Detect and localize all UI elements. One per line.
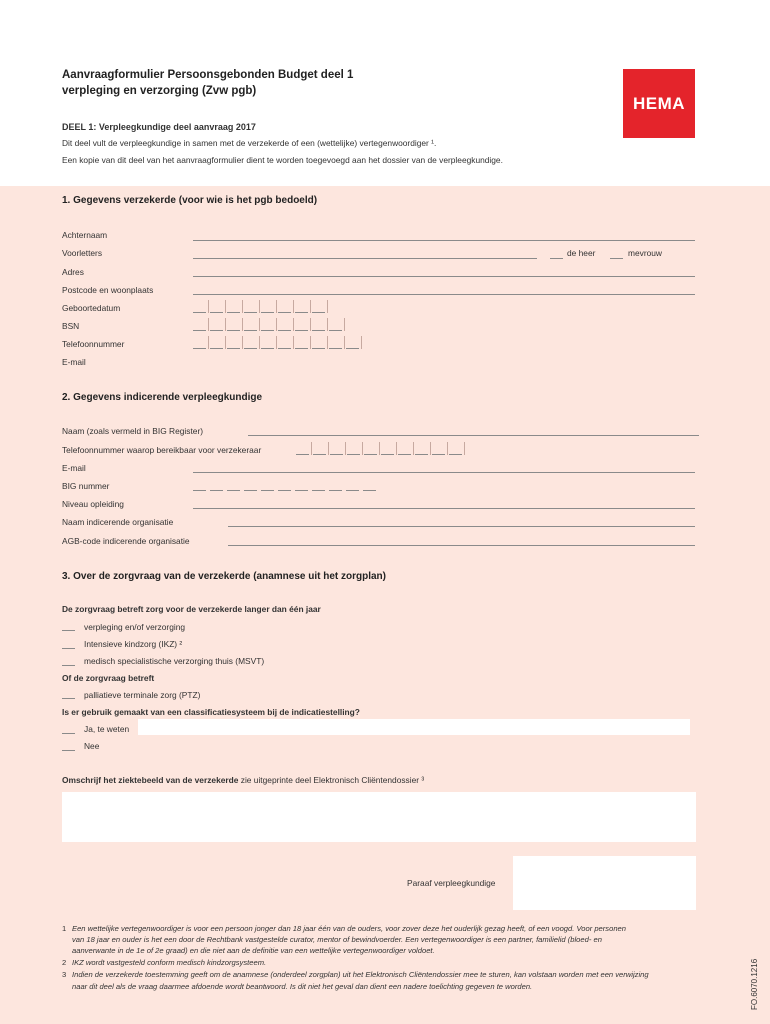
label-mevrouw: mevrouw <box>628 248 662 258</box>
digit-separator <box>225 336 226 349</box>
digit-box[interactable] <box>415 454 428 455</box>
digit-separator <box>327 300 328 313</box>
digit-box[interactable] <box>244 348 257 349</box>
footnote1-line3: aanverwante in de 1e of 2e graad) en die niet aan de definitie van een wettelijke vertegenwoordiger voldoet. <box>72 946 435 955</box>
form-code: FO.6070.1216 <box>750 958 759 1010</box>
digit-box[interactable] <box>295 348 308 349</box>
email-verpl-field[interactable] <box>193 472 695 473</box>
paraaf-signature-box[interactable] <box>513 856 696 910</box>
part-heading: DEEL 1: Verpleegkundige deel aanvraag 2017 <box>62 122 256 132</box>
option-ja: Ja, te weten <box>84 724 130 734</box>
digit-box[interactable] <box>193 348 206 349</box>
digit-box[interactable] <box>329 330 342 331</box>
digit-separator <box>242 336 243 349</box>
question-of-zorgvraag: Of de zorgvraag betreft <box>62 673 155 683</box>
digit-box[interactable] <box>347 454 360 455</box>
digit-separator <box>242 318 243 331</box>
digit-box[interactable] <box>295 490 308 491</box>
digit-separator <box>310 300 311 313</box>
label-big-nummer: BIG nummer <box>62 481 110 491</box>
digit-separator <box>344 336 345 349</box>
digit-separator <box>276 318 277 331</box>
digit-separator <box>361 336 362 349</box>
digit-box[interactable] <box>449 454 462 455</box>
digit-box[interactable] <box>329 490 342 491</box>
digit-box[interactable] <box>261 312 274 313</box>
intro-line2: Een kopie van dit deel van het aanvraagformulier dient te worden toegevoegd aan het dossier van de verpleegkundige. <box>62 155 503 165</box>
digit-box[interactable] <box>210 348 223 349</box>
digit-separator <box>259 300 260 313</box>
classificatie-input[interactable] <box>138 719 690 735</box>
label-telefoon-verpl: Telefoonnummer waarop bereikbaar voor verzekeraar <box>62 445 262 455</box>
label-email-verpl: E-mail <box>62 463 86 473</box>
digit-box[interactable] <box>312 312 325 313</box>
digit-separator <box>208 318 209 331</box>
digit-box[interactable] <box>261 490 274 491</box>
adres-field[interactable] <box>193 276 695 277</box>
digit-separator <box>276 300 277 313</box>
describe-prompt <box>62 775 424 785</box>
footnote2-mark: 2 <box>62 958 67 967</box>
section1-heading: 1. Gegevens verzekerde (voor wie is het pgb bedoeld) <box>62 195 318 206</box>
postcode-field[interactable] <box>193 294 695 295</box>
question-langer-dan-jaar: De zorgvraag betreft zorg voor de verzekerde langer dan één jaar <box>62 604 321 614</box>
digit-box[interactable] <box>295 312 308 313</box>
footnote3-line2: naar dit deel als de vraag daarmee afdoende wordt beantwoord. Is dit niet het geval dan dient een nadere toelichting gegeven te worden. <box>72 982 533 991</box>
digit-box[interactable] <box>312 490 325 491</box>
question-classificatie: Is er gebruik gemaakt van een classificatiesysteem bij de indicatiestelling? <box>62 707 360 717</box>
digit-box[interactable] <box>210 330 223 331</box>
digit-separator <box>208 300 209 313</box>
checkbox-msvt[interactable] <box>62 665 75 666</box>
describe-rest: zie uitgeprinte deel Elektronisch Cliëntendossier ³ <box>240 775 425 785</box>
digit-box[interactable] <box>244 312 257 313</box>
digit-box[interactable] <box>296 454 309 455</box>
achternaam-field[interactable] <box>193 240 695 241</box>
digit-box[interactable] <box>312 330 325 331</box>
hema-logo: HEMA <box>623 69 695 138</box>
digit-box[interactable] <box>193 330 206 331</box>
agb-field[interactable] <box>228 545 695 546</box>
label-geboortedatum: Geboortedatum <box>62 303 121 313</box>
form-title-line2: verpleging en verzorging (Zvw pgb) <box>62 85 257 97</box>
digit-box[interactable] <box>210 312 223 313</box>
digit-separator <box>310 318 311 331</box>
label-voorletters: Voorletters <box>62 248 103 258</box>
digit-box[interactable] <box>346 348 359 349</box>
niveau-field[interactable] <box>193 508 695 509</box>
digit-separator <box>276 336 277 349</box>
digit-separator <box>379 442 380 455</box>
voorletters-field[interactable] <box>193 258 537 259</box>
label-bsn: BSN <box>62 321 80 331</box>
label-adres: Adres <box>62 267 84 277</box>
footnote2-text: IKZ wordt vastgesteld conform medisch kindzorgsysteem. <box>72 958 267 967</box>
digit-box[interactable] <box>227 348 240 349</box>
digit-box[interactable] <box>227 330 240 331</box>
option-nee: Nee <box>84 741 100 751</box>
checkbox-de-heer[interactable] <box>550 258 563 259</box>
digit-box[interactable] <box>381 454 394 455</box>
digit-separator <box>345 442 346 455</box>
label-achternaam: Achternaam <box>62 230 108 240</box>
intro-line1: Dit deel vult de verpleegkundige in samen met de verzekerde of een (wettelijke) vertegenwoordiger ¹. <box>62 138 437 148</box>
digit-box[interactable] <box>261 348 274 349</box>
digit-separator <box>327 318 328 331</box>
footnote1-mark: 1 <box>62 924 67 933</box>
digit-separator <box>293 300 294 313</box>
digit-box[interactable] <box>363 490 376 491</box>
footnote3-line1: Indien de verzekerde toestemming geeft om de anamnese (onderdeel zorgplan) uit het Elektronisch Cliëntendossier mee te sturen, kan volstaan worden met een verwijzing <box>72 970 649 979</box>
paraaf-label: Paraaf verpleegkundige <box>407 878 496 888</box>
digit-separator <box>208 336 209 349</box>
digit-box[interactable] <box>244 330 257 331</box>
option-msvt: medisch specialistische verzorging thuis (MSVT) <box>84 656 265 666</box>
digit-box[interactable] <box>312 348 325 349</box>
label-email: E-mail <box>62 357 86 367</box>
label-telefoon: Telefoonnummer <box>62 339 125 349</box>
digit-separator <box>242 300 243 313</box>
digit-separator <box>259 336 260 349</box>
digit-separator <box>430 442 431 455</box>
digit-box[interactable] <box>278 330 291 331</box>
digit-separator <box>447 442 448 455</box>
digit-box[interactable] <box>295 330 308 331</box>
label-naam-big: Naam (zoals vermeld in BIG Register) <box>62 426 204 436</box>
ziektebeeld-textarea[interactable] <box>62 792 696 842</box>
digit-separator <box>225 300 226 313</box>
digit-separator <box>225 318 226 331</box>
option-verpleging: verpleging en/of verzorging <box>84 622 186 632</box>
digit-separator <box>259 318 260 331</box>
digit-separator <box>293 318 294 331</box>
checkbox-ikz[interactable] <box>62 648 75 649</box>
digit-box[interactable] <box>346 490 359 491</box>
digit-box[interactable] <box>432 454 445 455</box>
digit-separator <box>311 442 312 455</box>
digit-separator <box>464 442 465 455</box>
digit-box[interactable] <box>364 454 377 455</box>
digit-box[interactable] <box>329 348 342 349</box>
checkbox-mevrouw[interactable] <box>610 258 623 259</box>
digit-separator <box>310 336 311 349</box>
footnote3-mark: 3 <box>62 970 67 979</box>
footnote1-line2: van 18 jaar en ouder is het een door de Rechtbank vastgestelde curator, mentor of bewindvoerder. Een vertegenwoordiger is een partner, familielid (bloed- en <box>72 935 602 944</box>
label-agb: AGB-code indicerende organisatie <box>62 536 190 546</box>
digit-box[interactable] <box>193 490 206 491</box>
label-postcode: Postcode en woonplaats <box>62 285 154 295</box>
checkbox-ptz[interactable] <box>62 698 75 699</box>
footnote1-line1: Een wettelijke vertegenwoordiger is voor een persoon jonger dan 18 jaar één van de ouders, voor zover deze het ouderlijk gezag heeft, of een voogd. Voor personen <box>72 924 626 933</box>
option-ikz: Intensieve kindzorg (IKZ) ² <box>84 639 183 649</box>
label-niveau: Niveau opleiding <box>62 499 124 509</box>
digit-box[interactable] <box>210 490 223 491</box>
digit-box[interactable] <box>244 490 257 491</box>
section3-heading: 3. Over de zorgvraag van de verzekerde (anamnese uit het zorgplan) <box>62 571 386 582</box>
digit-separator <box>344 318 345 331</box>
section2-heading: 2. Gegevens indicerende verpleegkundige <box>62 392 263 403</box>
describe-bold: Omschrijf het ziektebeeld van de verzekerde <box>62 775 239 785</box>
checkbox-nee[interactable] <box>62 750 75 751</box>
digit-separator <box>293 336 294 349</box>
label-organisatie: Naam indicerende organisatie <box>62 517 174 527</box>
label-de-heer: de heer <box>567 248 596 258</box>
digit-box[interactable] <box>261 330 274 331</box>
digit-box[interactable] <box>227 312 240 313</box>
digit-separator <box>413 442 414 455</box>
organisatie-field[interactable] <box>228 526 695 527</box>
form-title-line1: Aanvraagformulier Persoonsgebonden Budget deel 1 <box>62 69 354 81</box>
naam-big-field[interactable] <box>248 435 699 436</box>
digit-box[interactable] <box>398 454 411 455</box>
digit-box[interactable] <box>278 490 291 491</box>
digit-separator <box>362 442 363 455</box>
checkbox-verpleging[interactable] <box>62 630 75 631</box>
digit-box[interactable] <box>278 312 291 313</box>
digit-box[interactable] <box>278 348 291 349</box>
digit-separator <box>327 336 328 349</box>
checkbox-ja[interactable] <box>62 733 75 734</box>
digit-box[interactable] <box>227 490 240 491</box>
digit-box[interactable] <box>330 454 343 455</box>
digit-separator <box>396 442 397 455</box>
option-ptz: palliatieve terminale zorg (PTZ) <box>84 690 201 700</box>
digit-box[interactable] <box>193 312 206 313</box>
digit-box[interactable] <box>313 454 326 455</box>
digit-separator <box>328 442 329 455</box>
